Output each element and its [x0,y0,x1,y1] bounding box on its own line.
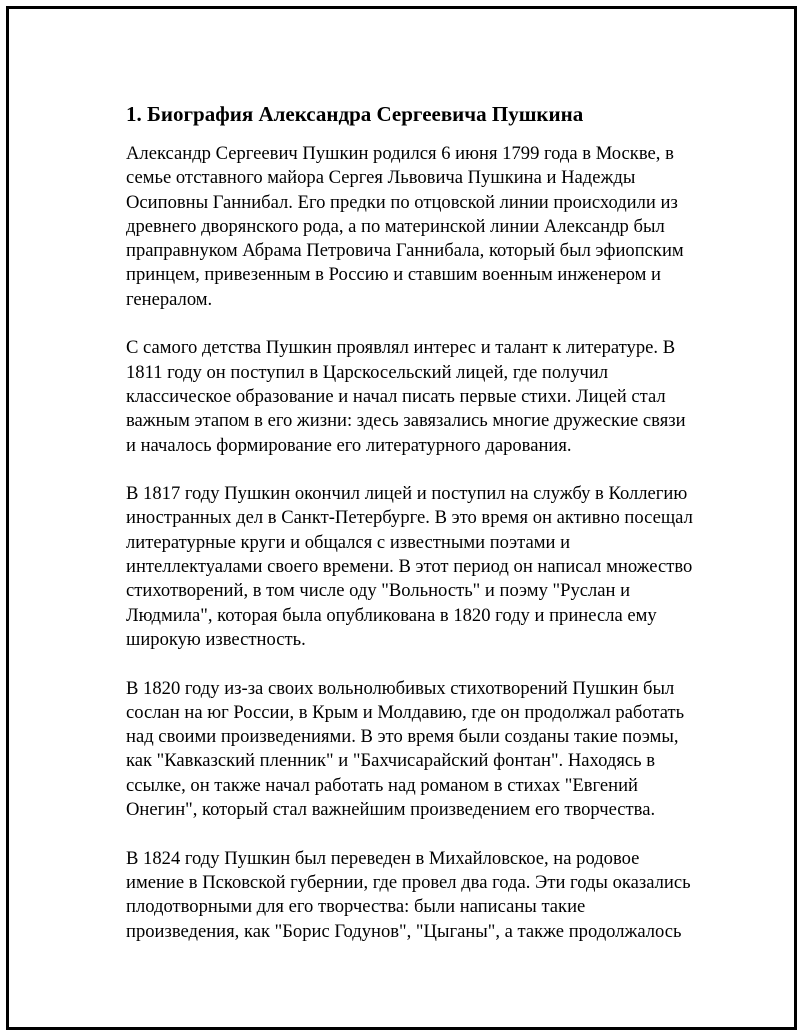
text-line: сослан на юг России, в Крым и Молдавию, где он продолжал работать [126,701,685,723]
text-line: литературные круги и общался с известными поэтами и [126,531,571,553]
text-line: интеллектуалами своего времени. В этот период он написал множество [126,556,693,578]
text-line: как "Кавказский пленник" и "Бахчисарайский фонтан". Находясь в [126,750,656,772]
paragraph-3 [126,482,696,652]
paragraph-5 [126,847,696,944]
section-heading: 1. Биография Александра Сергеевича Пушкина [126,102,584,126]
text-line: важным этапом в его жизни: здесь завязались многие дружеские связи [126,410,686,432]
page-frame [6,6,797,1030]
text-line: В 1817 году Пушкин окончил лицей и поступил на службу в Коллегию [126,483,688,505]
text-line: широкую известность. [126,628,306,650]
paragraph-2 [126,336,696,457]
text-line: В 1820 году из-за своих вольнолюбивых стихотворений Пушкин был [126,677,675,699]
text-line: древнего дворянского рода, а по материнской линии Александр был [126,215,665,237]
text-line: Онегин", который стал важнейшим произведением его творчества. [126,799,656,821]
text-line: принцем, привезенным в Россию и ставшим военным инженером и [126,264,661,286]
text-line: классическое образование и начал писать первые стихи. Лицей стал [126,385,666,407]
text-line: стихотворений, в том числе оду "Вольность" и поэму "Руслан и [126,580,631,602]
text-line: произведения, как "Борис Годунов", "Цыганы", а также продолжалось [126,920,682,942]
text-line: генералом. [126,288,213,310]
text-line: ссылке, он также начал работать над романом в стихах "Евгений [126,774,638,796]
text-line: Александр Сергеевич Пушкин родился 6 июня 1799 года в Москве, в [126,143,674,164]
paragraph-4 [126,677,696,823]
text-line: праправнуком Абрама Петровича Ганнибала, который был эфиопским [126,240,684,262]
text-line: В 1824 году Пушкин был переведен в Михайловское, на родовое [126,847,640,869]
text-line: и началось формирование его литературного дарования. [126,434,572,456]
text-line: имение в Псковской губернии, где провел два года. Эти годы оказались [126,871,691,893]
text-line: 1811 году он поступил в Царскосельский лицей, где получил [126,361,609,383]
text-line: над своими произведениями. В это время были созданы такие поэмы, [126,726,679,748]
paragraph-1 [126,142,696,312]
text-line: плодотворными для его творчества: были написаны такие [126,896,586,918]
document-body [126,99,696,968]
text-line: С самого детства Пушкин проявлял интерес и талант к литературе. В [126,337,676,359]
text-line: Людмила", которая была опубликована в 1820 году и принесла ему [126,604,657,626]
text-line: Осиповны Ганнибал. Его предки по отцовской линии происходили из [126,191,678,213]
text-line: иностранных дел в Санкт-Петербурге. В это время он активно посещал [126,507,693,529]
text-line: семье отставного майора Сергея Львовича Пушкина и Надежды [126,167,636,189]
